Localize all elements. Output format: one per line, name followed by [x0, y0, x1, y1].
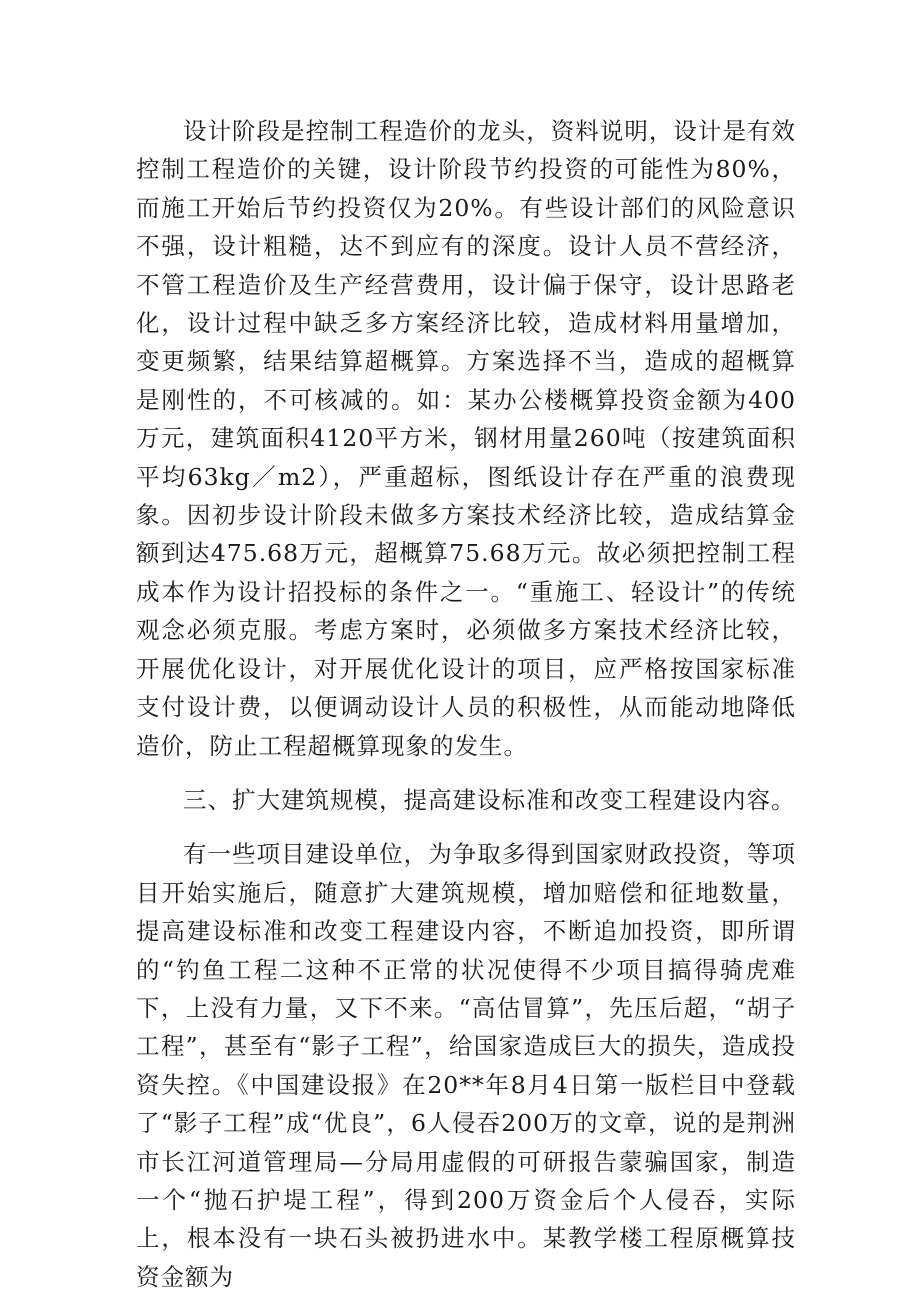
section-heading-3: 三、扩大建筑规模，提高建设标准和改变工程建设内容。	[183, 785, 796, 814]
document-body	[136, 112, 796, 1296]
paragraph-design-stage: 设计阶段是控制工程造价的龙头，资料说明，设计是有效控制工程造价的关键，设计阶段节约投资的可能性为80%，而施工开始后节约投资仅为20%。有些设计部们的风险意识不强，设计粗糙，达不到应有的深度。设计人员不营经济，不管工程造价及生产经营费用，设计偏于保守，设计思路老化，设计过程中缺乏多方案经济比较，造成材料用量增加，变更频繁，结果结算超概算。方案选择不当，造成的超概算是刚性的，不可核减的。如：某办公楼概算投资金额为400万元，建筑面积4120平方米，钢材用量260吨（按建筑面积平均63kg／m2），严重超标，图纸设计存在严重的浪费现象。因初步设计阶段未做多方案技术经济比较，造成结算金额到达475.68万元，超概算75.68万元。故必须把控制工程成本作为设计招投标的条件之一。“重施工、轻设计”的传统观念必须克服。考虑方案时，必须做多方案技术经济比较，开展优化设计，对开展优化设计的项目，应严格按国家标准支付设计费，以便调动设计人员的积极性，从而能动地降低造价，防止工程超概算现象的发生。	[136, 117, 796, 760]
paragraph-scale-expansion: 有一些项目建设单位，为争取多得到国家财政投资，等项目开始实施后，随意扩大建筑规模，增加赔偿和征地数量，提高建设标准和改变工程建设内容，不断追加投资，即所谓的“钓鱼工程二这种不正常的状况使得不少项目搞得骑虎难下，上没有力量，又下不来。“高估冒算”，先压后超，“胡子工程”，甚至有“影子工程”，给国家造成巨大的损失，造成投资失控。《中国建设报》在20**年8月4日第一版栏目中登载了“影子工程”成“优良”，6人侵吞200万的文章，说的是荆洲市长江河道管理局—分局用虚假的可研报告蒙骗国家，制造一个“抛石护堤工程”，得到200万资金后个人侵吞，实际上，根本没有一块石头被扔进水中。某教学楼工程原概算技资金额为	[136, 840, 796, 1291]
